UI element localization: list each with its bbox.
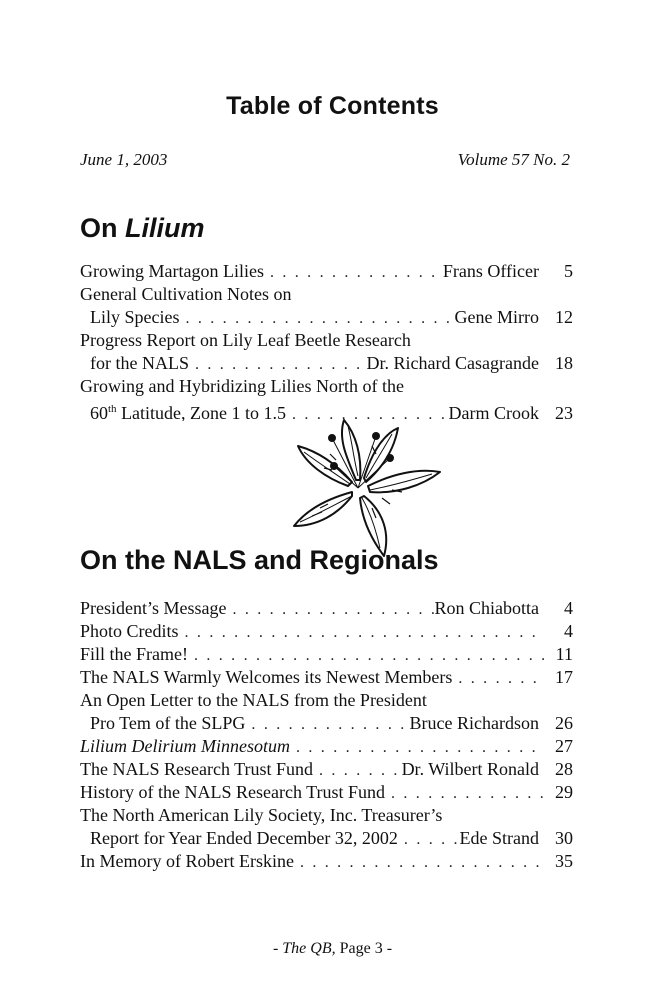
entry-title: General Cultivation Notes on: [80, 284, 292, 304]
entry-author: Ron Chiabotta: [434, 598, 539, 618]
dot-leader: [226, 598, 434, 620]
entry-title: Fill the Frame!: [80, 644, 188, 664]
toc-entry[interactable]: [80, 666, 573, 689]
dot-leader: [452, 667, 545, 689]
entry-page: 5: [564, 261, 573, 281]
toc-entry[interactable]: [80, 283, 573, 306]
toc-entry[interactable]: [80, 827, 573, 850]
dot-leader: [264, 261, 443, 283]
dot-leader: [398, 828, 460, 850]
toc-entry[interactable]: [80, 689, 573, 712]
toc-entry[interactable]: [80, 329, 573, 352]
toc-entry[interactable]: [80, 352, 573, 375]
entry-title: History of the NALS Research Trust Fund: [80, 782, 385, 802]
entry-title: [90, 398, 286, 421]
dot-leader: [179, 307, 454, 329]
entry-page: 18: [555, 353, 573, 373]
toc-entry[interactable]: [80, 643, 573, 666]
entry-title: Growing and Hybridizing Lilies North of the: [80, 376, 404, 396]
entry-page: 30: [555, 828, 573, 848]
issue-date: June 1, 2003: [80, 150, 168, 169]
lily-flower-icon: [272, 408, 444, 560]
entry-page: 26: [555, 713, 573, 733]
dot-leader: [189, 353, 367, 375]
entry-title: Progress Report on Lily Leaf Beetle Research: [80, 330, 411, 350]
entry-title: The North American Lily Society, Inc. Treasurer’s: [80, 805, 443, 825]
dot-leader: [179, 621, 545, 643]
entry-page: 28: [555, 759, 573, 779]
toc-entry[interactable]: [80, 620, 573, 643]
entry-author: Bruce Richardson: [409, 713, 539, 733]
entry-title: Photo Credits: [80, 621, 179, 641]
entry-title: Report for Year Ended December 32, 2002: [90, 828, 398, 848]
toc-entry[interactable]: [80, 597, 573, 620]
dot-leader: [294, 851, 545, 873]
page-title: Table of Contents: [226, 92, 439, 120]
entry-page: 17: [555, 667, 573, 687]
dot-leader: [188, 644, 545, 666]
page-footer: [0, 940, 665, 958]
entry-title-rest: Latitude, Zone 1 to 1.5: [116, 403, 287, 421]
section-nals-entries: [80, 597, 573, 873]
toc-entry[interactable]: [80, 804, 573, 827]
entry-title: The NALS Warmly Welcomes its Newest Members: [80, 667, 453, 687]
entry-page: 29: [555, 782, 573, 802]
entry-author: Darm Crook: [448, 403, 539, 421]
entry-title: In Memory of Robert Erskine: [80, 851, 294, 871]
dot-leader: [313, 759, 402, 781]
entry-title: President’s Message: [80, 598, 227, 618]
footer-publication: The QB,: [282, 940, 336, 957]
issue-volume: Volume 57 No. 2: [457, 150, 570, 169]
entry-page: 4: [564, 598, 573, 618]
entry-title: Pro Tem of the SLPG: [90, 713, 246, 733]
entry-page: 35: [555, 851, 573, 871]
dot-leader: [290, 736, 545, 758]
section-heading-prefix: On: [80, 213, 125, 243]
toc-entry[interactable]: [80, 758, 573, 781]
entry-page: 27: [555, 736, 573, 756]
entry-title-number: 60: [90, 403, 108, 421]
entry-title-superscript: th: [108, 403, 117, 415]
entry-page: 4: [564, 621, 573, 641]
footer-page: Page 3 -: [335, 940, 393, 957]
toc-entry[interactable]: [80, 306, 573, 329]
section-lilium-entries: [80, 260, 573, 421]
entry-title: Growing Martagon Lilies: [80, 261, 264, 281]
entry-author: Frans Officer: [442, 261, 539, 281]
dot-leader: [385, 782, 545, 804]
entry-title: Lily Species: [90, 307, 180, 327]
toc-entry[interactable]: [80, 735, 573, 758]
toc-entry[interactable]: [80, 850, 573, 873]
entry-author: Dr. Wilbert Ronald: [401, 759, 539, 779]
entry-page: 11: [555, 644, 573, 664]
entry-author: Dr. Richard Casagrande: [366, 353, 539, 373]
entry-title: for the NALS: [90, 353, 189, 373]
toc-entry[interactable]: [80, 260, 573, 283]
entry-page: 23: [555, 403, 573, 421]
entry-author: Gene Mirro: [454, 307, 539, 327]
entry-title: Lilium Delirium Minnesotum: [80, 736, 290, 756]
section-heading-nals: On the NALS and Regionals: [80, 545, 439, 575]
entry-author: Ede Strand: [459, 828, 539, 848]
footer-prefix: -: [272, 940, 283, 957]
section-heading-italic: Lilium: [125, 213, 205, 243]
toc-entry[interactable]: [80, 375, 573, 398]
entry-title: An Open Letter to the NALS from the President: [80, 690, 427, 710]
entry-title: The NALS Research Trust Fund: [80, 759, 313, 779]
dot-leader: [245, 713, 409, 735]
toc-entry[interactable]: [80, 781, 573, 804]
section-heading-lilium: [80, 213, 205, 244]
entry-page: 12: [555, 307, 573, 327]
toc-entry[interactable]: [80, 712, 573, 735]
